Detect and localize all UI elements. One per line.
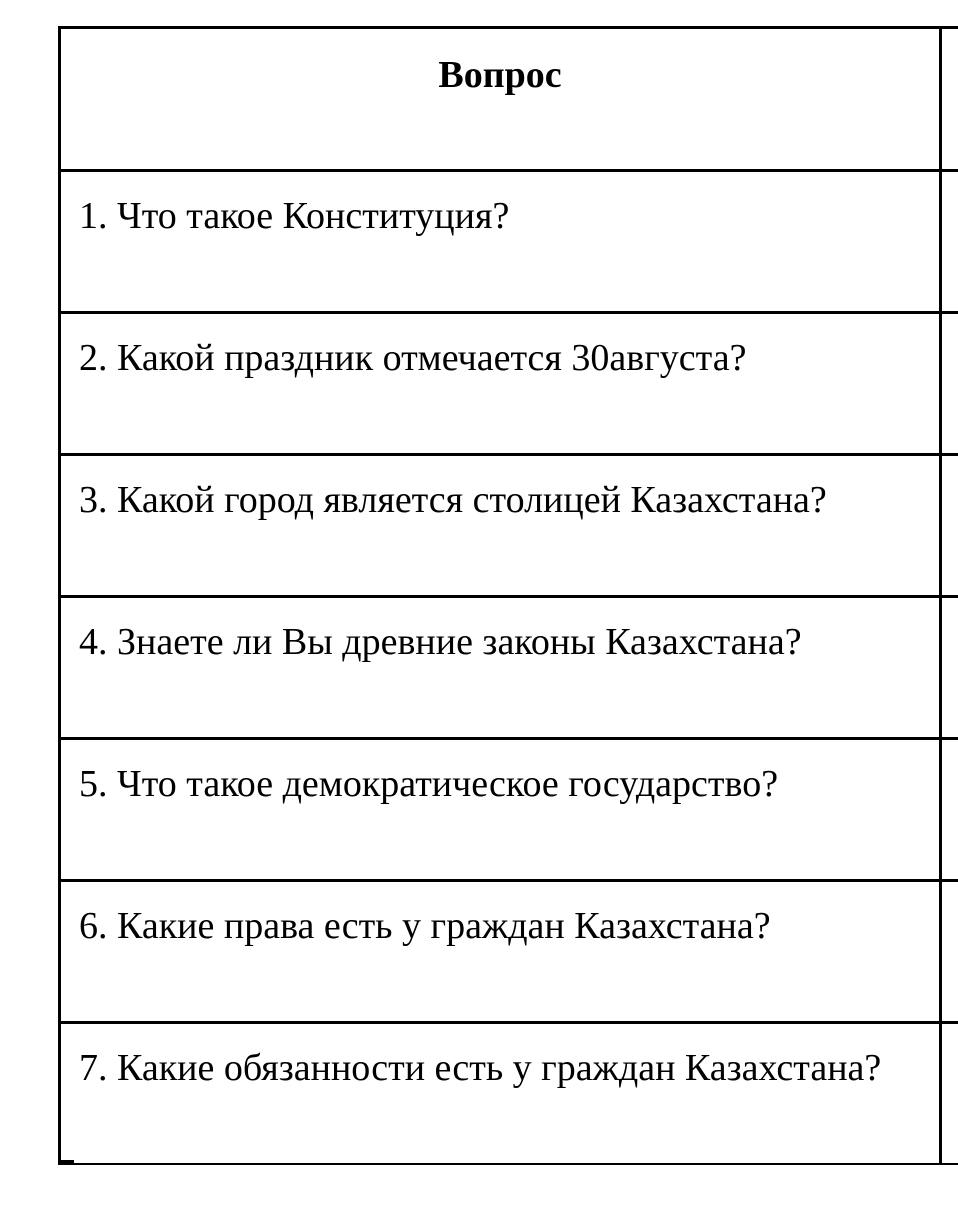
question-cell: 3. Какой город является столицей Казахстана? <box>61 456 942 595</box>
question-cell: 2. Какой праздник отмечается 30августа? <box>61 314 942 453</box>
answer-cell <box>942 598 958 737</box>
table-row <box>61 172 958 314</box>
answer-cell <box>942 882 958 1021</box>
questions-table <box>58 26 958 1165</box>
answer-cell <box>942 172 958 311</box>
table-row <box>61 314 958 456</box>
column-header-answer <box>942 29 958 169</box>
table-row <box>61 598 958 740</box>
table-header-row <box>61 29 958 172</box>
table-border-stub <box>58 1160 74 1163</box>
question-cell: 5. Что такое демократическое государство? <box>61 740 942 879</box>
table-row <box>61 882 958 1024</box>
table-row <box>61 740 958 882</box>
question-cell: 4. Знаете ли Вы древние законы Казахстана? <box>61 598 942 737</box>
answer-cell <box>942 314 958 453</box>
table-row <box>61 1024 958 1165</box>
answer-cell <box>942 456 958 595</box>
answer-cell <box>942 740 958 879</box>
column-header-question: Вопрос <box>61 29 942 169</box>
question-cell: 1. Что такое Конституция? <box>61 172 942 311</box>
table-row <box>61 456 958 598</box>
answer-cell <box>942 1024 958 1163</box>
question-cell: 7. Какие обязанности есть у граждан Казахстана? <box>61 1024 942 1163</box>
question-cell: 6. Какие права есть у граждан Казахстана? <box>61 882 942 1021</box>
